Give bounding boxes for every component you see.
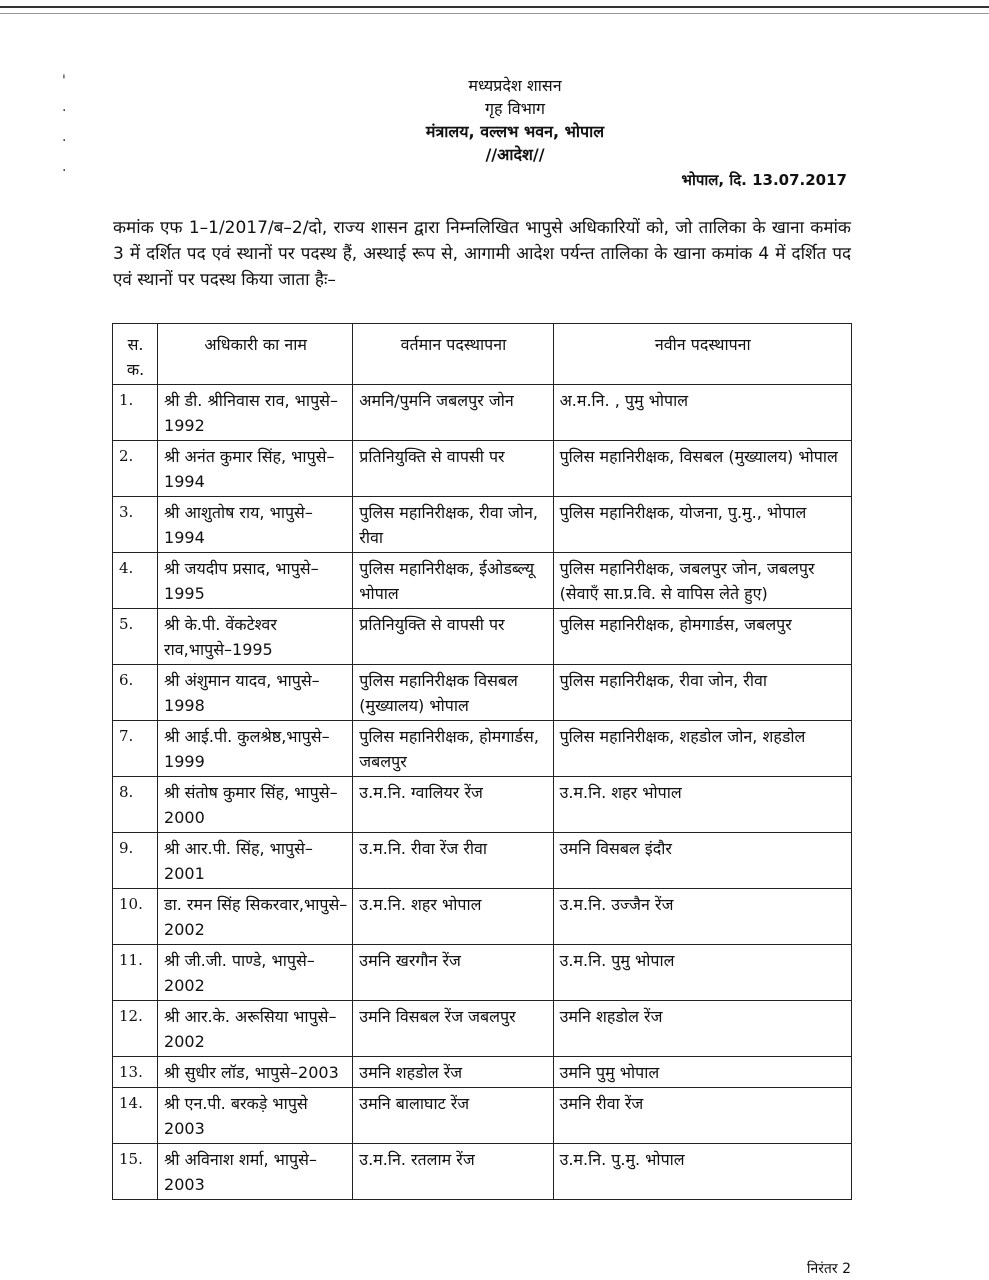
- new-posting-cell: उमनि विसबल इंदौर: [553, 833, 851, 889]
- new-posting-cell: उमनि रीवा रेंज: [553, 1088, 851, 1144]
- new-posting-cell: पुलिस महानिरीक्षक, योजना, पु.मु., भोपाल: [553, 497, 851, 553]
- order-paragraph: कमांक एफ 1–1/2017/ब–2/दो, राज्य शासन द्वारा निम्नलिखित भापुसे अधिकारियों को, जो तालिका के खाना कमांक 3 में दर्शित पद एवं स्थानों पर पदस्थ हैं, अस्थाई रूप से, आगामी आदेश पर्यन्त तालिका के खाना कमांक 4 में दर्शित पद एवं स्थानों पर पदस्थ किया जाता हैः–: [113, 218, 851, 290]
- officer-name-cell: श्री संतोष कुमार सिंह, भापुसे–2000: [158, 777, 353, 833]
- new-posting-cell: पुलिस महानिरीक्षक, होमगार्डस, जबलपुर: [553, 609, 851, 665]
- table-row: [113, 889, 852, 945]
- new-posting-cell: उ.म.नि. पुमु भोपाल: [553, 945, 851, 1001]
- current-posting-cell: प्रतिनियुक्ति से वापसी पर: [353, 441, 553, 497]
- posting-table: [112, 323, 852, 1200]
- table-row: [113, 945, 852, 1001]
- current-posting-cell: उमनि विसबल रेंज जबलपुर: [353, 1001, 553, 1057]
- col-header-current-posting: वर्तमान पदस्थापना: [353, 324, 553, 385]
- current-posting-cell: पुलिस महानिरीक्षक, होमगार्डस, जबलपुर: [353, 721, 553, 777]
- serial-cell: 13.: [113, 1057, 158, 1088]
- table-row: [113, 1088, 852, 1144]
- current-posting-cell: अमनि/पुमनि जबलपुर जोन: [353, 385, 553, 441]
- table-header-row: [113, 324, 852, 385]
- serial-cell: 15.: [113, 1144, 158, 1200]
- table-row: [113, 441, 852, 497]
- serial-cell: 7.: [113, 721, 158, 777]
- current-posting-cell: उ.म.नि. रतलाम रेंज: [353, 1144, 553, 1200]
- officer-name-cell: श्री अंशुमान यादव, भापुसे–1998: [158, 665, 353, 721]
- current-posting-cell: उ.म.नि. शहर भोपाल: [353, 889, 553, 945]
- order-heading: //आदेश//: [485, 145, 545, 164]
- officer-name-cell: श्री जयदीप प्रसाद, भापुसे–1995: [158, 553, 353, 609]
- new-posting-cell: पुलिस महानिरीक्षक, विसबल (मुख्यालय) भोपाल: [553, 441, 851, 497]
- serial-cell: 10.: [113, 889, 158, 945]
- department-name: गृह विभाग: [484, 99, 546, 118]
- new-posting-cell: पुलिस महानिरीक्षक, शहडोल जोन, शहडोल: [553, 721, 851, 777]
- serial-cell: 4.: [113, 553, 158, 609]
- col-header-new-posting: नवीन पदस्थापना: [553, 324, 851, 385]
- new-posting-cell: उ.म.नि. पु.मु. भोपाल: [553, 1144, 851, 1200]
- govt-name: मध्यप्रदेश शासन: [468, 76, 562, 95]
- table-row: [113, 721, 852, 777]
- table-row: [113, 609, 852, 665]
- current-posting-cell: पुलिस महानिरीक्षक विसबल (मुख्यालय) भोपाल: [353, 665, 553, 721]
- serial-cell: 1.: [113, 385, 158, 441]
- table-row: [113, 1001, 852, 1057]
- table-row: [113, 497, 852, 553]
- page-continuation-note: निरंतर 2: [806, 1261, 851, 1277]
- officer-name-cell: श्री आर.पी. सिंह, भापुसे–2001: [158, 833, 353, 889]
- col-header-serial: स. क.: [113, 324, 158, 385]
- document-header: [300, 74, 730, 166]
- serial-cell: 12.: [113, 1001, 158, 1057]
- officer-name-cell: श्री आई.पी. कुलश्रेष्ठ,भापुसे–1999: [158, 721, 353, 777]
- current-posting-cell: उ.म.नि. रीवा रेंज रीवा: [353, 833, 553, 889]
- current-posting-cell: उमनि शहडोल रेंज: [353, 1057, 553, 1088]
- serial-cell: 5.: [113, 609, 158, 665]
- officer-name-cell: श्री जी.जी. पाण्डे, भापुसे–2002: [158, 945, 353, 1001]
- col-header-officer-name: अधिकारी का नाम: [158, 324, 353, 385]
- officer-name-cell: श्री एन.पी. बरकड़े भापुसे 2003: [158, 1088, 353, 1144]
- new-posting-cell: उ.म.नि. शहर भोपाल: [553, 777, 851, 833]
- serial-cell: 8.: [113, 777, 158, 833]
- serial-cell: 2.: [113, 441, 158, 497]
- serial-cell: 14.: [113, 1088, 158, 1144]
- serial-cell: 9.: [113, 833, 158, 889]
- officer-name-cell: श्री अनंत कुमार सिंह, भापुसे–1994: [158, 441, 353, 497]
- officer-name-cell: श्री आशुतोष राय, भापुसे–1994: [158, 497, 353, 553]
- officer-name-cell: डा. रमन सिंह सिकरवार,भापुसे–2002: [158, 889, 353, 945]
- table-row: [113, 553, 852, 609]
- officer-name-cell: श्री अविनाश शर्मा, भापुसे–2003: [158, 1144, 353, 1200]
- current-posting-cell: उमनि खरगौन रेंज: [353, 945, 553, 1001]
- table-row: [113, 833, 852, 889]
- new-posting-cell: उ.म.नि. उज्जैन रेंज: [553, 889, 851, 945]
- new-posting-cell: अ.म.नि. , पुमु भोपाल: [553, 385, 851, 441]
- margin-punch-marks: ' · · ·: [62, 73, 67, 179]
- office-address: मंत्रालय, वल्लभ भवन, भोपाल: [425, 122, 605, 141]
- new-posting-cell: पुलिस महानिरीक्षक, जबलपुर जोन, जबलपुर (सेवाएँ सा.प्र.वि. से वापिस लेते हुए): [553, 553, 851, 609]
- officer-name-cell: श्री डी. श्रीनिवास राव, भापुसे–1992: [158, 385, 353, 441]
- current-posting-cell: पुलिस महानिरीक्षक, रीवा जोन, रीवा: [353, 497, 553, 553]
- table-row: [113, 665, 852, 721]
- new-posting-cell: उमनि शहडोल रेंज: [553, 1001, 851, 1057]
- current-posting-cell: प्रतिनियुक्ति से वापसी पर: [353, 609, 553, 665]
- table-row: [113, 777, 852, 833]
- new-posting-cell: पुलिस महानिरीक्षक, रीवा जोन, रीवा: [553, 665, 851, 721]
- serial-cell: 3.: [113, 497, 158, 553]
- scan-top-border: [0, 6, 989, 8]
- officer-name-cell: श्री सुधीर लॉड, भापुसे–2003: [158, 1057, 353, 1088]
- serial-cell: 11.: [113, 945, 158, 1001]
- table-row: [113, 1144, 852, 1200]
- current-posting-cell: उमनि बालाघाट रेंज: [353, 1088, 553, 1144]
- new-posting-cell: उमनि पुमु भोपाल: [553, 1057, 851, 1088]
- table-row: [113, 385, 852, 441]
- current-posting-cell: उ.म.नि. ग्वालियर रेंज: [353, 777, 553, 833]
- serial-cell: 6.: [113, 665, 158, 721]
- order-date: भोपाल, दि. 13.07.2017: [681, 171, 847, 189]
- current-posting-cell: पुलिस महानिरीक्षक, ईओडब्ल्यू भोपाल: [353, 553, 553, 609]
- table-row: [113, 1057, 852, 1088]
- officer-name-cell: श्री के.पी. वेंकटेश्वर राव,भापुसे–1995: [158, 609, 353, 665]
- officer-name-cell: श्री आर.के. अरूसिया भापुसे–2002: [158, 1001, 353, 1057]
- scan-top-border-faint: [0, 13, 989, 14]
